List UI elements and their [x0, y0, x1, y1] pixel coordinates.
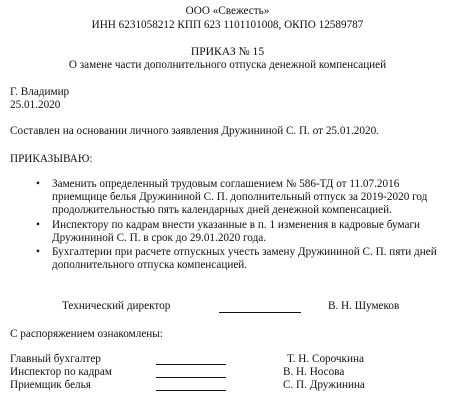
order-item-line: дополнительного отпуска компенсацией.: [52, 259, 248, 272]
signature-line: [156, 364, 226, 365]
order-word: ПРИКАЗЫВАЮ:: [10, 153, 93, 165]
order-item-line: Бухгалтерии при расчете отпускных учесть замену Дружининой С. П. пяти дней: [52, 246, 437, 259]
bullet-icon: •: [36, 178, 40, 190]
company-requisites: ИНН 6231058212 КПП 623 1101101008, ОКПО 12589787: [91, 19, 364, 31]
director-name: В. Н. Шумеков: [328, 300, 400, 312]
signatory-name: С. П. Дружинина: [283, 379, 365, 391]
order-basis: Составлен на основании личного заявления Дружининой С. П. от 25.01.2020.: [10, 125, 379, 137]
order-item-line: приемщице белья Дружининой С. П. дополнительный отпуск за 2019-2020 год: [52, 191, 428, 204]
order-item-line: Дружининой С. П. в срок до 29.01.2020 года.: [52, 231, 267, 244]
acquainted-title: С распоряжением ознакомлены:: [10, 328, 163, 340]
signature-line: [156, 377, 226, 378]
order-subject: О замене части дополнительного отпуска денежной компенсацией: [68, 59, 387, 71]
director-position: Технический директор: [62, 300, 171, 312]
order-item: [10, 178, 450, 218]
order-date: 25.01.2020: [10, 99, 61, 111]
signatory-position: Инспектор по кадрам: [10, 366, 112, 378]
signatory-position: Приемщик белья: [10, 379, 91, 391]
signatory-name: Т. Н. Сорочкина: [287, 353, 364, 365]
company-name: ООО «Свежесть»: [185, 5, 270, 17]
bullet-icon: •: [36, 218, 40, 231]
director-signature-line: [219, 312, 301, 313]
order-item: [10, 246, 450, 272]
order-item-line: продолжительностью пять календарных дней денежной компенсацией.: [52, 204, 392, 217]
signatory-position: Главный бухгалтер: [10, 353, 101, 365]
order-title: ПРИКАЗ № 15: [190, 45, 265, 58]
order-place: Г. Владимир: [10, 86, 70, 98]
signatory-name: В. Н. Носова: [283, 366, 345, 378]
order-item-line: Инспектору по кадрам внести указанные в п. 1 изменения в кадровые бумаги: [52, 218, 421, 231]
bullet-icon: •: [36, 246, 40, 259]
order-item: [10, 219, 450, 245]
signature-line: [156, 390, 226, 391]
order-items-list: [10, 178, 450, 273]
order-item-line: Заменить определенный трудовым соглашением № 586-ТД от 11.07.2016: [52, 178, 400, 190]
